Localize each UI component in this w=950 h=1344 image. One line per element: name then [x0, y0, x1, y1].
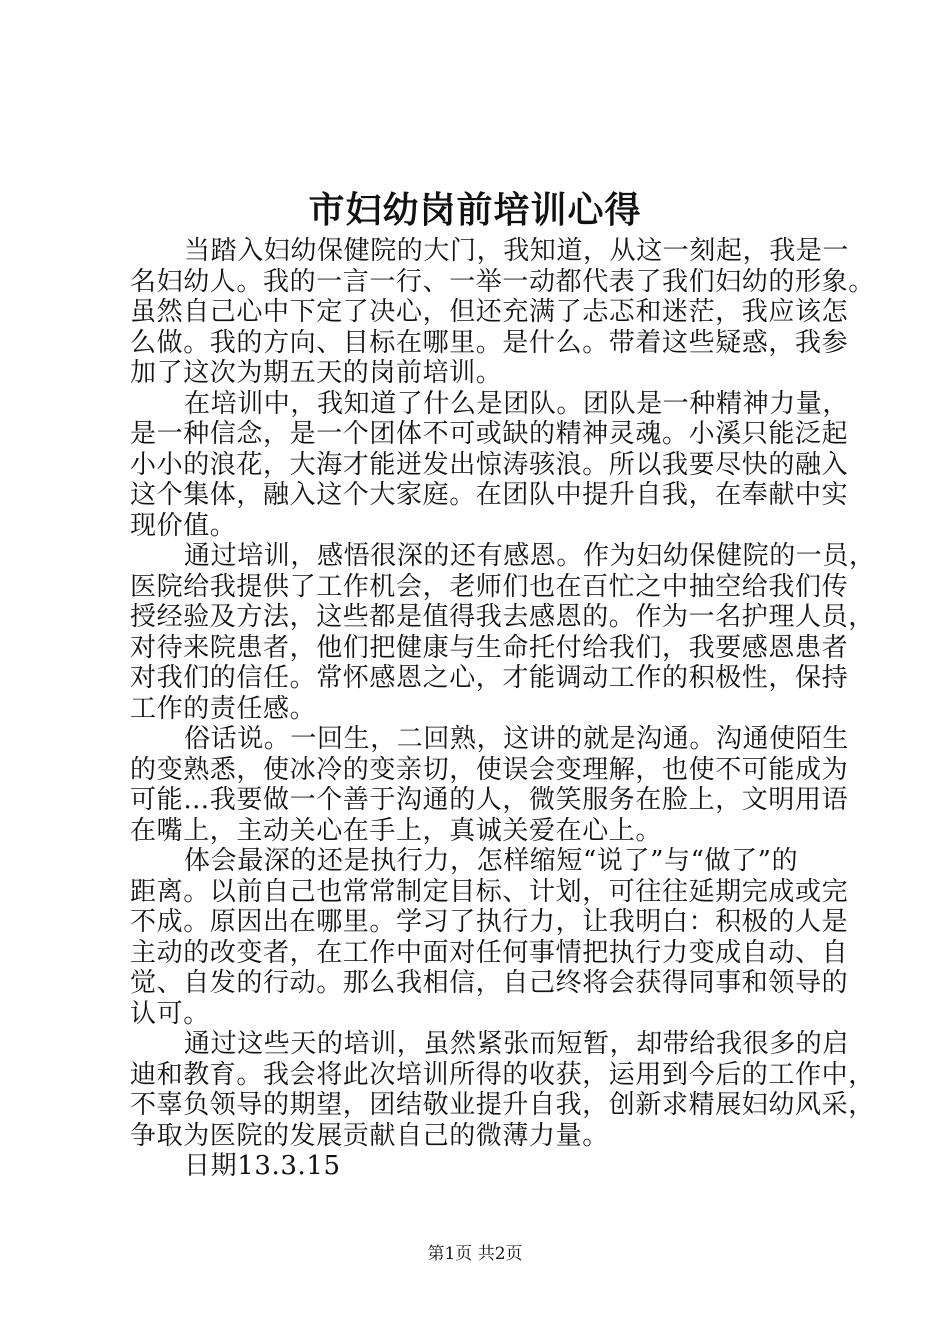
body-line: 医院给我提供了工作机会，老师们也在百忙之中抽空给我们传 [130, 571, 849, 602]
body-line: 当踏入妇幼保健院的大门，我知道，从这一刻起，我是一 [184, 236, 850, 266]
body-line: 授经验及方法，这些都是值得我去感恩的。作为一名护理人员， [130, 602, 875, 632]
body-line: 体会最深的还是执行力，怎样缩短“说了”与“做了”的 [184, 846, 799, 876]
document-title: 市妇幼岗前培训心得 [308, 189, 642, 231]
body-line: 不成。原因出在哪里。学习了执行力，让我明白：积极的人是 [130, 907, 849, 937]
date-line: 日期13.3.15 [184, 1151, 341, 1181]
body-line: 迪和教育。我会将此次培训所得的收获，运用到今后的工作中， [130, 1059, 875, 1090]
body-line: 对待来院患者，他们把健康与生命托付给我们，我要感恩患者 [130, 632, 849, 663]
body-line: 虽然自己心中下定了决心，但还充满了忐忑和迷茫，我应该怎 [130, 297, 849, 327]
body-line: 觉、自发的行动。那么我相信，自己终将会获得同事和领导的 [130, 968, 849, 998]
body-line: 么做。我的方向、目标在哪里。是什么。带着这些疑惑，我参 [130, 327, 849, 358]
body-line: 在嘴上，主动关心在手上，真诚关爱在心上。 [130, 815, 663, 846]
document-body [130, 236, 876, 1182]
body-line: 可能…我要做一个善于沟通的人，微笑服务在脸上，文明用语 [130, 785, 849, 815]
body-line: 现价值。 [130, 510, 237, 541]
body-line: 通过这些天的培训，虽然紧张而短暂，却带给我很多的启 [184, 1029, 850, 1059]
body-line: 这个集体，融入这个大家庭。在团队中提升自我，在奉献中实 [130, 480, 849, 510]
body-line: 工作的责任感。 [130, 693, 317, 724]
body-line: 通过培训，感悟很深的还有感恩。作为妇幼保健院的一员， [184, 541, 876, 571]
body-line: 认可。 [130, 998, 210, 1029]
page-footer: 第1页 共2页 [427, 1244, 523, 1264]
body-line: 争取为医院的发展贡献自己的微薄力量。 [130, 1120, 609, 1151]
body-line: 在培训中，我知道了什么是团队。团队是一种精神力量， [184, 388, 850, 419]
body-line: 的变熟悉，使冰冷的变亲切，使误会变理解，也使不可能成为 [130, 754, 849, 785]
body-line: 对我们的信任。常怀感恩之心，才能调动工作的积极性，保持 [130, 663, 849, 693]
body-line: 俗话说。一回生，二回熟，这讲的就是沟通。沟通使陌生 [184, 724, 850, 754]
body-line: 不辜负领导的期望，团结敬业提升自我，创新求精展妇幼风采， [130, 1090, 875, 1120]
body-line: 距离。以前自己也常常制定目标、计划，可往往延期完成或完 [130, 876, 849, 907]
body-line: 名妇幼人。我的一言一行、一举一动都代表了我们妇幼的形象。 [130, 266, 875, 297]
body-line: 加了这次为期五天的岗前培训。 [130, 358, 503, 388]
body-line: 小小的浪花，大海才能迸发出惊涛骇浪。所以我要尽快的融入 [130, 449, 849, 480]
body-line: 主动的改变者，在工作中面对任何事情把执行力变成自动、自 [130, 937, 849, 968]
body-line: 是一种信念，是一个团体不可或缺的精神灵魂。小溪只能泛起 [130, 419, 849, 449]
